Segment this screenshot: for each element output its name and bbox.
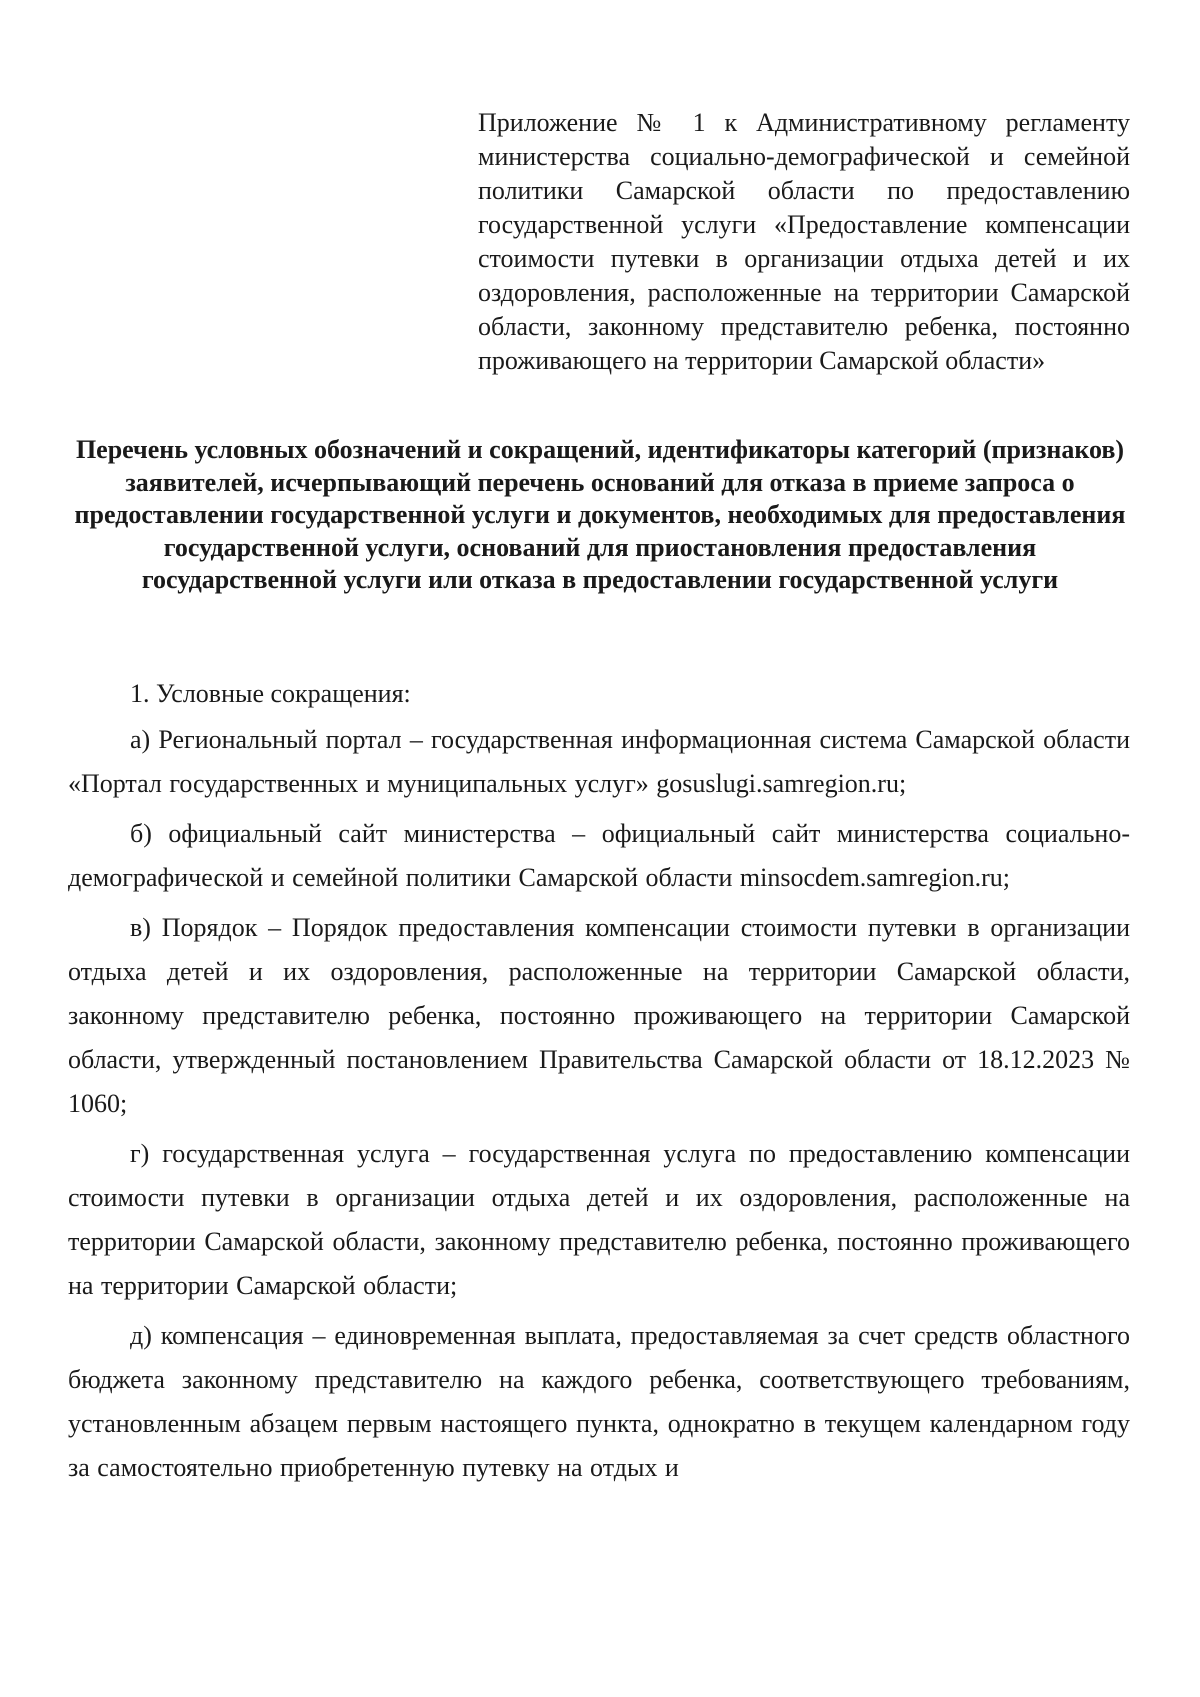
list-item-a: а) Региональный портал – государственная информационная система Самарской области «Портал государственных и муниципальных услуг» gosuslugi.samregion.ru;: [68, 725, 1130, 798]
list-item-b: б) официальный сайт министерства – официальный сайт министерства социально-демографической и семейной политики Самарской области minsocdem.samregion.ru;: [68, 819, 1130, 892]
section-heading: 1. Условные сокращения:: [130, 679, 411, 708]
appendix-note: Приложение № 1 к Административному регламенту министерства социально-демографической и семейной политики Самарской области по предоставлению государственной услуги «Предоставление компенсации стоимости путевки в организации отдыха детей и их оздоровления, расположенные на территории Самарской области, законному представителю ребенка, постоянно проживающего на территории Самарской области»: [478, 108, 1130, 375]
list-item-d: д) компенсация – единовременная выплата, предоставляемая за счет средств областного бюджета законному представителю на каждого ребенка, соответствующего требованиям, установленным абзацем первым настоящего пункта, однократно в текущем календарном году за самостоятельно приобретенную путевку на отдых и: [68, 1321, 1130, 1482]
document-body: [68, 672, 1130, 1496]
list-item-g: г) государственная услуга – государственная услуга по предоставлению компенсации стоимости путевки в организации отдыха детей и их оздоровления, расположенные на территории Самарской области, законному представителю ребенка, постоянно проживающего на территории Самарской области;: [68, 1139, 1130, 1300]
document-title: Перечень условных обозначений и сокращений, идентификаторы категорий (признаков) заявителей, исчерпывающий перечень оснований для отказа в приеме запроса о предоставлении государственной услуги и документов, необходимых для предоставления государственной услуги, оснований для приостановления предоставления государственной услуги или отказа в предоставлении государственной услуги: [74, 435, 1126, 595]
list-item-v: в) Порядок – Порядок предоставления компенсации стоимости путевки в организации отдыха детей и их оздоровления, расположенные на территории Самарской области, законному представителю ребенка, постоянно проживающего на территории Самарской области, утвержденный постановлением Правительства Самарской области от 18.12.2023 № 1060;: [68, 913, 1130, 1118]
